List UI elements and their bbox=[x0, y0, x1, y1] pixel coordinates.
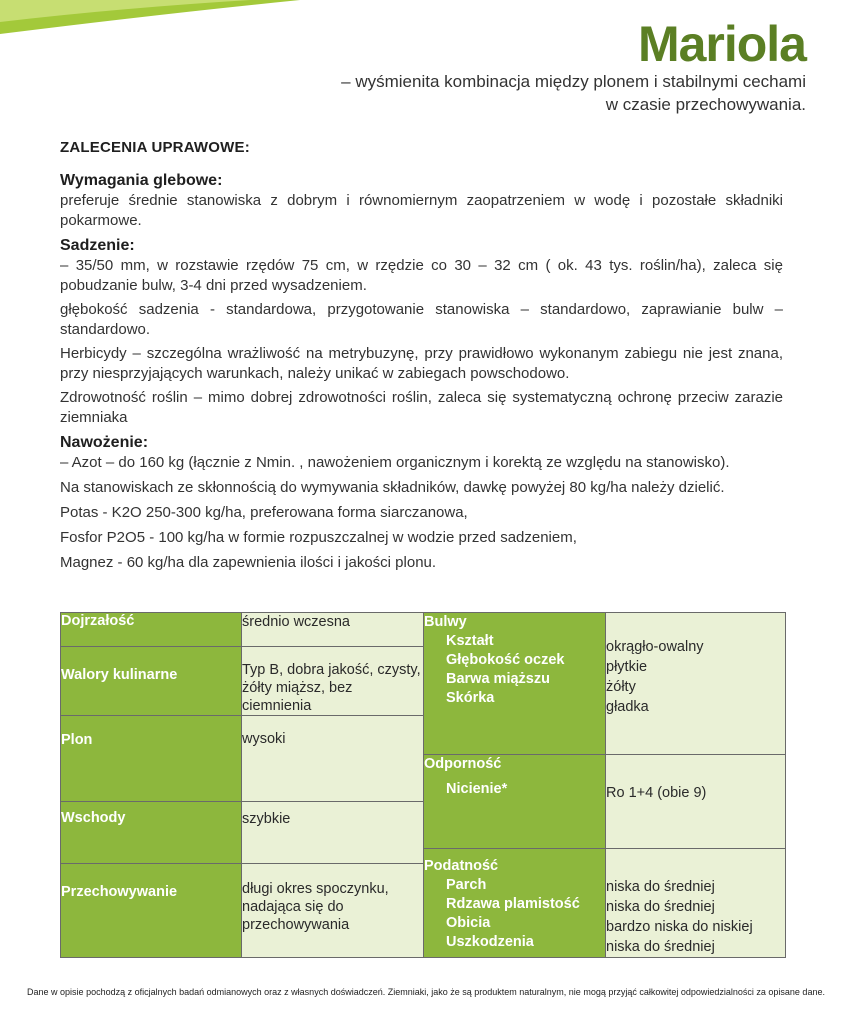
tubers-group bbox=[424, 613, 606, 755]
cultivation-recommendations bbox=[60, 137, 783, 578]
susceptibility-value: bardzo niska do niskiej bbox=[606, 919, 753, 935]
tubers-item: Barwa miąższu bbox=[446, 671, 550, 687]
susceptibility-item: Obicia bbox=[446, 915, 491, 931]
planting-paragraph: – 35/50 mm, w rozstawie rzędów 75 cm, w rzędzie co 30 – 32 cm ( ok. 43 tys. roślin/ha), zaleca się pobudzanie bulw, 3-4 dni przed wysadzeniem. bbox=[60, 257, 783, 294]
planting-paragraph: Zdrowotność roślin – mimo dobrej zdrowotności roślin, zaleca się systematyczną ochronę przeciw zarazie ziemniaka bbox=[60, 389, 783, 426]
susceptibility-values bbox=[606, 849, 786, 958]
resistance-group bbox=[424, 755, 606, 849]
susceptibility-item: Rdzawa plamistość bbox=[446, 896, 580, 912]
susceptibility-item: Uszkodzenia bbox=[446, 934, 534, 950]
soil-text: preferuje średnie stanowiska z dobrym i równomiernym zaopatrzeniem w wodę i pozostałe składniki pokarmowe. bbox=[60, 192, 783, 229]
section-title: ZALECENIA UPRAWOWE: bbox=[60, 139, 250, 156]
yield-value: wysoki bbox=[242, 716, 424, 802]
fertilization-line: Magnez - 60 kg/ha dla zapewnienia ilości i jakości plonu. bbox=[60, 554, 437, 571]
tubers-value: okrągło-owalny bbox=[606, 639, 704, 655]
emergence-label: Wschody bbox=[61, 802, 242, 864]
planting-paragraph: głębokość sadzenia - standardowa, przygotowanie stanowiska – standardowo, zaprawianie bulw – standardowo. bbox=[60, 301, 783, 338]
variety-properties-table bbox=[60, 612, 786, 958]
susceptibility-value: niska do średniej bbox=[606, 939, 715, 955]
fertilization-line: Potas - K2O 250-300 kg/ha, preferowana forma siarczanowa, bbox=[60, 504, 468, 521]
header-swoosh-decoration bbox=[0, 0, 320, 40]
susceptibility-group bbox=[424, 849, 606, 958]
fertilization-line: Na stanowiskach ze skłonnością do wymywania składników, dawkę powyżej 80 kg/ha należy dzielić. bbox=[60, 479, 725, 496]
planting-heading: Sadzenie: bbox=[60, 237, 135, 254]
footer-disclaimer: Dane w opisie pochodzą z oficjalnych badań odmianowych oraz z własnych doświadczeń. Ziemniaki, jako że są produktem naturalnym, nie mogą przyjąć całkowitej odpowiedzialności za opisane dane. bbox=[27, 987, 825, 997]
soil-heading: Wymagania glebowe: bbox=[60, 172, 223, 189]
resistance-value: Ro 1+4 (obie 9) bbox=[606, 785, 707, 801]
tubers-heading: Bulwy bbox=[424, 614, 467, 630]
storage-value: długi okres spoczynku, nadająca się do przechowywania bbox=[242, 863, 424, 957]
tubers-value: płytkie bbox=[606, 659, 648, 675]
maturity-label: Dojrzałość bbox=[61, 613, 242, 647]
resistance-item: Nicienie* bbox=[446, 781, 508, 797]
subtitle-line-1: – wyśmienita kombinacja między plonem i stabilnymi cechami bbox=[341, 72, 806, 91]
fertilization-line: – Azot – do 160 kg (łącznie z Nmin. , nawożeniem organicznym i korektą ze względu na stanowisko). bbox=[60, 454, 730, 471]
maturity-value: średnio wczesna bbox=[242, 613, 424, 647]
tubers-value: gładka bbox=[606, 699, 649, 715]
variety-subtitle bbox=[246, 70, 806, 116]
susceptibility-value: niska do średniej bbox=[606, 879, 715, 895]
susceptibility-value: niska do średniej bbox=[606, 899, 715, 915]
tubers-value: żółty bbox=[606, 679, 636, 695]
susceptibility-item: Parch bbox=[446, 877, 487, 893]
culinary-value: Typ B, dobra jakość, czysty, żółty miąższ, bez ciemnienia bbox=[242, 647, 424, 716]
planting-paragraph: Herbicydy – szczególna wrażliwość na metrybuzynę, przy prawidłowo wykonanym zabiegu nie jest znana, przy niesprzyjających warunkach, należy unikać w zabiegach powschodowo. bbox=[60, 345, 783, 382]
tubers-item: Kształt bbox=[446, 633, 494, 649]
yield-label: Plon bbox=[61, 716, 242, 802]
tubers-values bbox=[606, 613, 786, 755]
tubers-item: Głębokość oczek bbox=[446, 652, 565, 668]
subtitle-line-2: w czasie przechowywania. bbox=[605, 95, 806, 114]
fertilization-heading: Nawożenie: bbox=[60, 434, 149, 451]
tubers-item: Skórka bbox=[446, 690, 495, 706]
resistance-heading: Odporność bbox=[424, 756, 502, 772]
fertilization-line: Fosfor P2O5 - 100 kg/ha w formie rozpuszczalnej w wodzie przed sadzeniem, bbox=[60, 529, 577, 546]
emergence-value: szybkie bbox=[242, 802, 424, 864]
storage-label: Przechowywanie bbox=[61, 863, 242, 957]
variety-title: Mariola bbox=[637, 16, 806, 72]
susceptibility-heading: Podatność bbox=[424, 858, 499, 874]
resistance-values bbox=[606, 755, 786, 849]
culinary-label: Walory kulinarne bbox=[61, 647, 242, 716]
fertilization-list bbox=[60, 453, 783, 573]
